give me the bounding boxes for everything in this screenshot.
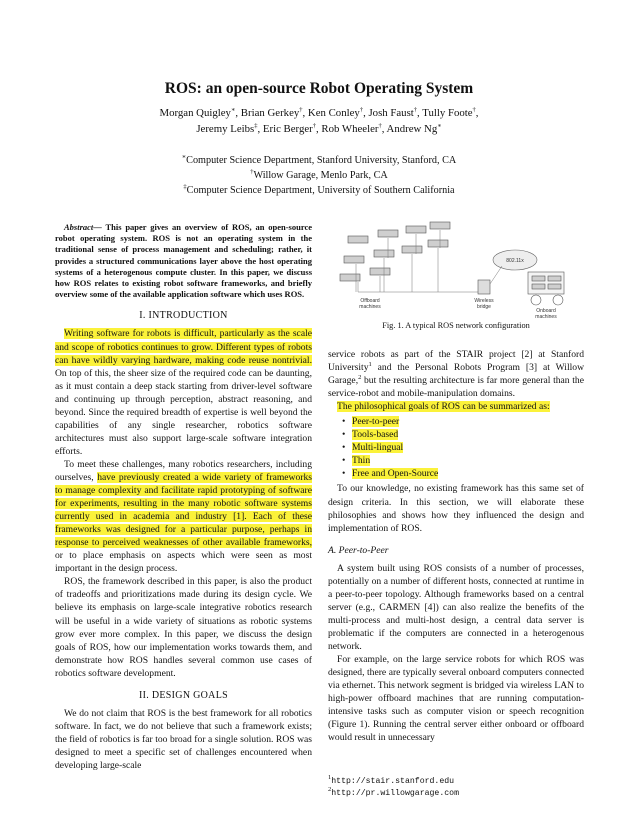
body-text: and the Personal Robots Program [3] at Willow Garage, bbox=[328, 362, 584, 387]
footnote-ref-2[interactable]: 2 bbox=[358, 373, 362, 381]
affiliation-text: Computer Science Department, Stanford University, Stanford, CA bbox=[186, 155, 457, 166]
highlight: have previously created a wide variety of frameworks to manage complexity and facilitate rapid prototyping of software for experiments, resulting in the many robotic software systems currently used in academia and industry [1]. Each of these frameworks was designed for a particular purpose, perhaps in response to perceived weaknesses of other available frameworks, bbox=[55, 471, 313, 549]
offboard-machine-icon bbox=[340, 222, 450, 281]
paper-title: ROS: an open-source Robot Operating System bbox=[164, 80, 474, 97]
author-name: Tully Foote bbox=[422, 107, 473, 119]
footnote-ref-1[interactable]: 1 bbox=[368, 360, 372, 368]
highlight: Tools-based bbox=[352, 429, 399, 441]
network-figure bbox=[330, 218, 580, 318]
footnote-number: 1 bbox=[328, 774, 332, 782]
affiliation-mark: ∗ bbox=[181, 153, 187, 161]
goals-intro bbox=[328, 400, 584, 413]
author-affiliation-mark: † bbox=[359, 106, 364, 114]
author-affiliation-mark: ‡ bbox=[254, 122, 258, 130]
right-paragraph-4: For example, on the large service robots for which ROS was designed, there are typically several onboard computers connected via ethernet. This network segment is bridged via wireless LAN to high-power offboard machines that are running computation-intensive tasks such as computer vision or speech recognition (Figure 1). Running the central server either onboard or offboard would result in unnecessary bbox=[328, 654, 584, 744]
author-name: Eric Berger bbox=[262, 123, 313, 135]
author-affiliation-mark: ∗ bbox=[230, 106, 236, 114]
wireless-label: Wireless bbox=[474, 298, 494, 304]
author-affiliation-mark: † bbox=[472, 106, 476, 114]
offboard-label: Offboard bbox=[360, 298, 380, 304]
affiliation-line bbox=[0, 168, 638, 183]
wifi-label: 802.11x bbox=[506, 258, 524, 264]
highlight: Writing software for robots is difficult, particularly as the scale and scope of robotics continues to grow. Different types of robots can have wildly varying hardware, making code reuse nontrivial. bbox=[55, 328, 312, 366]
abstract-text: — This paper gives an overview of ROS, an open-source robot operating system. ROS is not an operating system in the traditional sense of process management and scheduling; rather, it provides a structured communications layer above the host operating systems of a heterogenous compute cluster. In this paper, we discuss how ROS relates to existing robot software frameworks, and briefly overview some of the available application software which uses ROS. bbox=[55, 222, 312, 300]
author-name: Brian Gerkey bbox=[240, 107, 300, 119]
highlight: Peer-to-peer bbox=[352, 416, 400, 428]
section-heading-design-goals: II. DESIGN GOALS bbox=[139, 689, 228, 701]
figure-caption: Fig. 1. A typical ROS network configuration bbox=[382, 321, 530, 330]
author-line-2: Jeremy Leibs‡, Eric Berger†, Rob Wheeler†, Andrew Ng∗ bbox=[196, 122, 442, 135]
highlight: Multi-lingual bbox=[352, 442, 404, 454]
author-affiliation-mark: † bbox=[413, 106, 418, 114]
onboard-label-2: machines bbox=[535, 314, 557, 318]
design-paragraph-1: We do not claim that ROS is the best framework for all robotics software. In fact, we do not believe that such a framework exists; the field of robotics is far too broad for a single solution. ROS was designed to meet a specific set of challenges encountered when developing large-scale bbox=[55, 707, 312, 771]
intro-paragraph-3: ROS, the framework described in this paper, is also the product of tradeoffs and prioritizations made during its design cycle. We believe its emphasis on large-scale integrative robotics research will be useful in a wide variety of situations as robotic systems grow ever more complex. In this paper, we discuss the design goals of ROS, how our implementation works towards them, and demonstrate how ROS handles several common use cases of robotics software development. bbox=[55, 576, 312, 679]
author-affiliation-mark: † bbox=[299, 106, 303, 114]
intro-text: To meet these challenges, many robotics researchers, including ourselves, bbox=[55, 458, 312, 483]
goal-item bbox=[342, 454, 584, 467]
author-name: Andrew Ng bbox=[386, 123, 438, 135]
intro-paragraph-2 bbox=[55, 458, 312, 575]
abstract bbox=[55, 222, 312, 300]
right-paragraph-1 bbox=[328, 348, 584, 400]
body-text: but the resulting architecture is far more general than the service-robot and mobile-manipulation domains. bbox=[328, 375, 584, 400]
author-name: Ken Conley bbox=[307, 107, 360, 119]
right-column bbox=[328, 348, 584, 744]
intro-text: On top of this, the sheer size of the required code can be daunting, as it must contain a deep stack starting from driver-level software and continuing up through perception, abstract reasoning, and beyond. Since the required breadth of expertise is well beyond the capabilities of any single researcher, robotics software architectures must also support large-scale software integration efforts. bbox=[55, 367, 312, 457]
network-diagram bbox=[330, 218, 580, 318]
abstract-label: Abstract bbox=[64, 222, 94, 232]
author-name: Morgan Quigley bbox=[159, 107, 231, 119]
footnote-url-link[interactable]: http://pr.willowgarage.com bbox=[331, 789, 459, 798]
wireless-label-2: bridge bbox=[477, 304, 491, 310]
author-affiliation-mark: † bbox=[312, 122, 316, 130]
affiliation-text: Willow Garage, Menlo Park, CA bbox=[253, 170, 388, 181]
footnotes bbox=[328, 775, 584, 799]
author-affiliation-mark: † bbox=[378, 122, 382, 130]
affiliation-mark: ‡ bbox=[183, 183, 187, 191]
author-affiliation-mark: ∗ bbox=[437, 122, 442, 130]
author-list bbox=[0, 105, 638, 137]
affiliation-line bbox=[0, 183, 638, 198]
right-paragraph-3: A system built using ROS consists of a number of processes, potentially on a number of different hosts, connected at runtime in a peer-to-peer topology. Although frameworks based on a central server (e.g., CARMEN [4]) can also realize the benefits of the multi-process and multi-host design, a central data server is problematic if the computers are connected in a heterogenous network. bbox=[328, 562, 584, 652]
subsection-heading-peer-to-peer: A. Peer-to-Peer bbox=[328, 544, 389, 556]
author-name: Jeremy Leibs bbox=[196, 123, 255, 135]
author-name: Rob Wheeler bbox=[321, 123, 379, 135]
affiliation-list bbox=[0, 153, 638, 198]
highlight: Free and Open-Source bbox=[352, 468, 439, 480]
goal-item bbox=[342, 441, 584, 454]
author-name: Josh Faust bbox=[368, 107, 414, 119]
footnote bbox=[328, 787, 584, 799]
footnote bbox=[328, 775, 584, 787]
intro-text: or to place emphasis on aspects which were seen as most important in the design process. bbox=[55, 550, 312, 575]
right-paragraph-2: To our knowledge, no existing framework has this same set of design criteria. In this section, we will elaborate these philosophies and shows how they influenced the design and implementation of ROS. bbox=[328, 483, 584, 534]
section-heading-introduction: I. INTRODUCTION bbox=[139, 310, 228, 322]
highlight: Thin bbox=[352, 455, 371, 467]
affiliation-text: Computer Science Department, University of Southern California bbox=[186, 185, 455, 196]
goal-item bbox=[342, 415, 584, 428]
affiliation-line bbox=[0, 153, 638, 168]
affiliation-mark: † bbox=[250, 168, 254, 176]
goal-item bbox=[342, 428, 584, 441]
onboard-label: Onboard bbox=[536, 308, 556, 314]
intro-paragraph-1 bbox=[55, 327, 312, 457]
goal-item bbox=[342, 467, 584, 480]
footnote-number: 2 bbox=[328, 786, 332, 794]
footnote-url-link[interactable]: http://stair.stanford.edu bbox=[331, 777, 455, 786]
goals-list bbox=[328, 415, 584, 480]
offboard-label-2: machines bbox=[359, 304, 381, 310]
author-line-1: Morgan Quigley∗, Brian Gerkey†, Ken Conley†, Josh Faust†, Tully Foote†, bbox=[159, 106, 479, 119]
highlight: The philosophical goals of ROS can be summarized as: bbox=[337, 401, 550, 413]
body-text: service robots as part of the STAIR project [2] at Stanford University bbox=[328, 349, 584, 374]
left-column bbox=[55, 222, 312, 772]
onboard-machine-icon bbox=[528, 272, 564, 305]
